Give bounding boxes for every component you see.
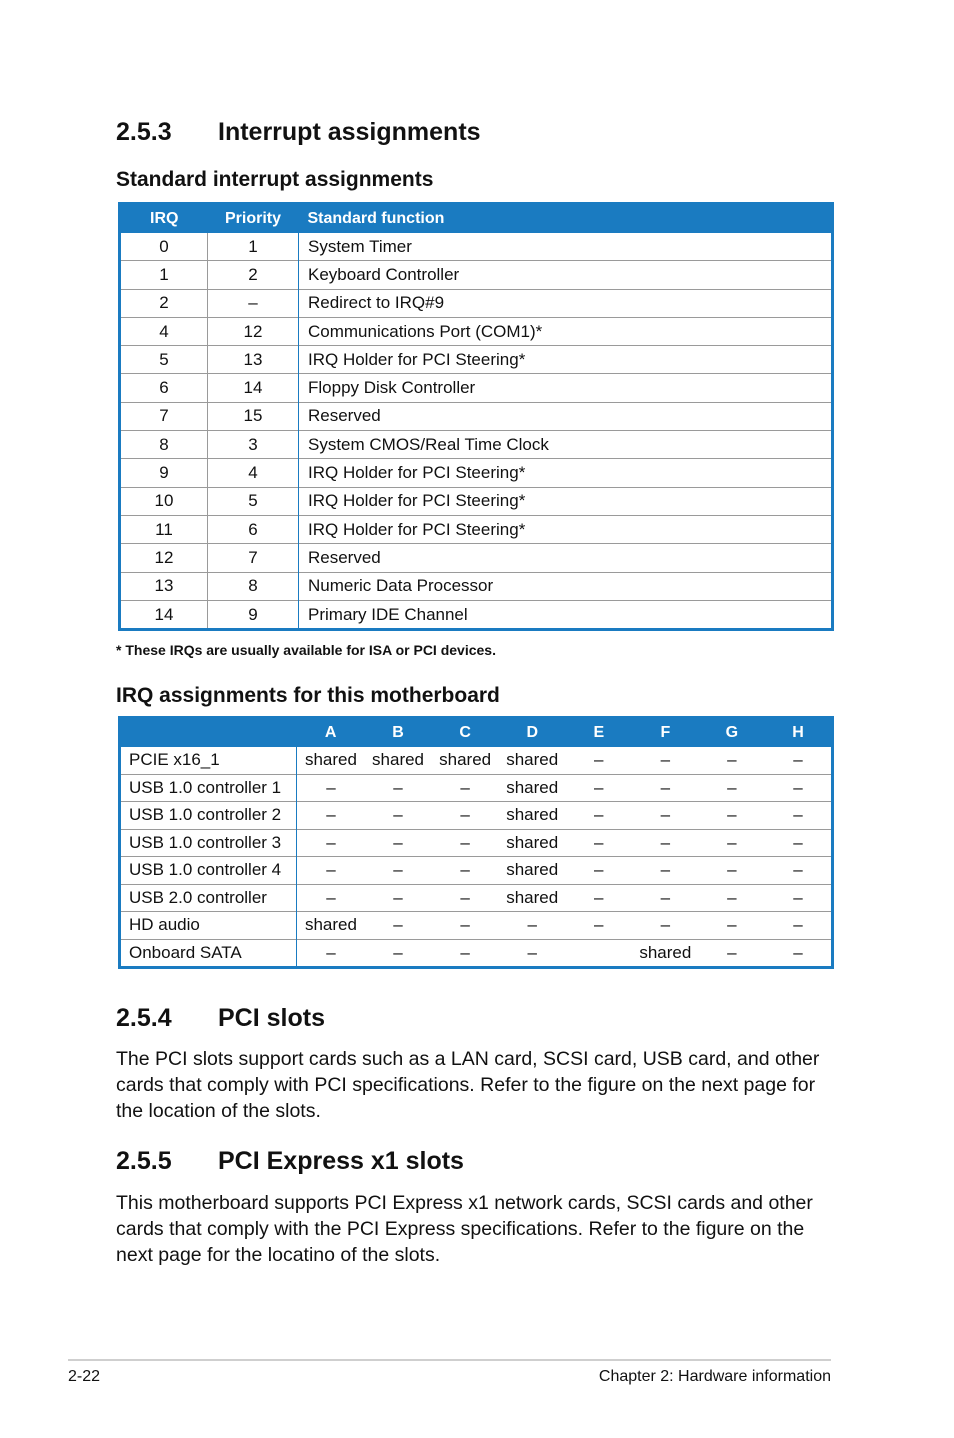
irq-cell: 0 bbox=[120, 233, 208, 261]
assignment-cell: – bbox=[432, 829, 499, 857]
device-cell: USB 1.0 controller 2 bbox=[120, 802, 297, 830]
function-cell: Communications Port (COM1)* bbox=[299, 317, 833, 345]
assignment-cell: shared bbox=[499, 802, 566, 830]
priority-cell: 9 bbox=[208, 600, 299, 629]
table-row bbox=[120, 802, 833, 830]
assignment-cell: – bbox=[432, 774, 499, 802]
priority-cell: 6 bbox=[208, 515, 299, 543]
assignment-cell: – bbox=[632, 912, 699, 940]
table-row bbox=[120, 544, 833, 572]
assignment-cell: – bbox=[566, 912, 632, 940]
priority-cell: 14 bbox=[208, 374, 299, 402]
function-cell: Floppy Disk Controller bbox=[299, 374, 833, 402]
assignment-cell: – bbox=[432, 939, 499, 968]
assignment-cell: – bbox=[632, 829, 699, 857]
assignment-cell: – bbox=[632, 884, 699, 912]
assignment-cell: – bbox=[364, 857, 431, 885]
priority-cell: 13 bbox=[208, 346, 299, 374]
irq-cell: 11 bbox=[120, 515, 208, 543]
table-row bbox=[120, 317, 833, 345]
assignment-cell: – bbox=[699, 802, 765, 830]
header-int-1: A bbox=[297, 718, 365, 748]
priority-cell: 5 bbox=[208, 487, 299, 515]
function-cell: IRQ Holder for PCI Steering* bbox=[299, 459, 833, 487]
irq-cell: 7 bbox=[120, 402, 208, 430]
assignment-cell: – bbox=[499, 939, 566, 968]
table-row bbox=[120, 431, 833, 459]
assignment-cell: – bbox=[793, 750, 803, 770]
assignment-cell: – bbox=[432, 912, 499, 940]
assignment-cell: shared bbox=[499, 829, 566, 857]
header-int-4: D bbox=[499, 718, 566, 748]
assignment-cell: – bbox=[364, 912, 431, 940]
assignment-cell: – bbox=[699, 884, 765, 912]
assignment-cell: – bbox=[364, 802, 431, 830]
table-row bbox=[120, 747, 833, 774]
function-cell: IRQ Holder for PCI Steering* bbox=[299, 487, 833, 515]
assignment-cell: – bbox=[765, 802, 833, 830]
assignment-cell: shared bbox=[297, 912, 365, 940]
table-row bbox=[120, 515, 833, 543]
table-row bbox=[120, 459, 833, 487]
assignment-cell: – bbox=[432, 802, 499, 830]
table-header-row bbox=[120, 204, 833, 234]
table-row bbox=[120, 374, 833, 402]
function-cell: Numeric Data Processor bbox=[299, 572, 833, 600]
priority-cell: 12 bbox=[208, 317, 299, 345]
header-priority: Priority bbox=[208, 204, 299, 234]
assignment-cell: – bbox=[660, 750, 671, 770]
table-row bbox=[120, 402, 833, 430]
section-number: 2.5.5 bbox=[116, 1147, 172, 1175]
assignment-cell: shared bbox=[372, 750, 425, 770]
priority-cell: 3 bbox=[208, 431, 299, 459]
assignment-cell: – bbox=[566, 802, 632, 830]
assignment-cell: – bbox=[566, 884, 632, 912]
assignment-cell: shared bbox=[439, 750, 492, 770]
function-cell: Redirect to IRQ#9 bbox=[299, 289, 833, 317]
device-cell: USB 1.0 controller 1 bbox=[120, 774, 297, 802]
pcie-slots-paragraph: This motherboard supports PCI Express x1 network cards, SCSI cards and other cards that comply with the PCI Express specifications. Refer to the figure on the next page for the locatino of the slots. bbox=[116, 1192, 813, 1266]
priority-cell: 4 bbox=[208, 459, 299, 487]
motherboard-irq-heading: IRQ assignments for this motherboard bbox=[116, 684, 500, 707]
assignment-cell: – bbox=[432, 857, 499, 885]
assignment-cell: – bbox=[765, 857, 833, 885]
assignment-cell: – bbox=[297, 939, 365, 968]
irq-cell: 10 bbox=[120, 487, 208, 515]
assignment-cell: – bbox=[364, 939, 431, 968]
priority-cell: 7 bbox=[208, 544, 299, 572]
section-number: 2.5.4 bbox=[116, 1004, 172, 1032]
assignment-cell: – bbox=[499, 912, 566, 940]
irq-cell: 6 bbox=[120, 374, 208, 402]
table-row bbox=[120, 233, 833, 261]
irq-cell: 8 bbox=[120, 431, 208, 459]
priority-cell: – bbox=[208, 289, 299, 317]
chapter-label: Chapter 2: Hardware information bbox=[598, 1368, 831, 1385]
table-row bbox=[120, 572, 833, 600]
section-heading-2-5-4 bbox=[116, 1004, 325, 1033]
section-heading-2-5-3 bbox=[116, 118, 481, 147]
section-number: 2.5.3 bbox=[116, 118, 172, 146]
footer-divider bbox=[68, 1359, 831, 1361]
irq-cell: 1 bbox=[120, 261, 208, 289]
priority-cell: 1 bbox=[208, 233, 299, 261]
assignment-cell: – bbox=[297, 857, 365, 885]
section-title: PCI slots bbox=[218, 1004, 325, 1032]
header-standard-function: Standard function bbox=[299, 204, 833, 234]
section-heading-2-5-5 bbox=[116, 1147, 464, 1176]
assignment-cell bbox=[566, 939, 632, 968]
function-cell: Keyboard Controller bbox=[299, 261, 833, 289]
function-cell: System Timer bbox=[308, 236, 412, 256]
function-cell: IRQ Holder for PCI Steering* bbox=[299, 515, 833, 543]
table-row bbox=[120, 774, 833, 802]
irq-cell: 12 bbox=[120, 544, 208, 572]
assignment-cell: shared bbox=[499, 857, 566, 885]
header-int-3: C bbox=[432, 718, 499, 748]
table-row bbox=[120, 600, 833, 629]
assignment-cell: – bbox=[297, 774, 365, 802]
assignment-cell: shared bbox=[506, 750, 559, 770]
function-cell: Reserved bbox=[299, 544, 833, 572]
device-cell: USB 1.0 controller 4 bbox=[120, 857, 297, 885]
table-row bbox=[120, 346, 833, 374]
assignment-cell: – bbox=[432, 884, 499, 912]
irq-cell: 13 bbox=[120, 572, 208, 600]
assignment-cell: – bbox=[699, 829, 765, 857]
assignment-cell: shared bbox=[499, 884, 566, 912]
assignment-cell: – bbox=[364, 774, 431, 802]
section-title: PCI Express x1 slots bbox=[218, 1147, 464, 1175]
page-number: 2-22 bbox=[68, 1368, 101, 1385]
function-cell: Primary IDE Channel bbox=[299, 600, 833, 629]
assignment-cell: – bbox=[632, 802, 699, 830]
assignment-cell: – bbox=[727, 750, 737, 770]
assignment-cell: – bbox=[364, 884, 431, 912]
assignment-cell: – bbox=[765, 884, 833, 912]
assignment-cell: – bbox=[699, 857, 765, 885]
irq-cell: 9 bbox=[120, 459, 208, 487]
standard-interrupt-rows bbox=[120, 233, 833, 630]
device-cell: PCIE x16_1 bbox=[120, 747, 297, 774]
table-row bbox=[120, 487, 833, 515]
assignment-cell: – bbox=[699, 912, 765, 940]
priority-cell: 8 bbox=[208, 572, 299, 600]
header-int-2: B bbox=[364, 718, 431, 748]
header-int-5: E bbox=[566, 718, 632, 748]
assignment-cell: shared bbox=[304, 750, 357, 770]
assignment-cell: – bbox=[297, 884, 365, 912]
table-row bbox=[120, 289, 833, 317]
device-cell: HD audio bbox=[120, 912, 297, 940]
assignment-cell: – bbox=[765, 829, 833, 857]
assignment-cell: shared bbox=[632, 939, 699, 968]
priority-cell: 2 bbox=[208, 261, 299, 289]
irq-cell: 2 bbox=[120, 289, 208, 317]
assignment-cell: – bbox=[699, 939, 765, 968]
assignment-cell: – bbox=[594, 750, 604, 770]
motherboard-irq-rows bbox=[120, 747, 833, 968]
device-cell: USB 2.0 controller bbox=[120, 884, 297, 912]
pci-slots-paragraph: The PCI slots support cards such as a LAN card, SCSI card, USB card, and other cards that comply with PCI specifications. Refer to the figure on the next page for the location of the slots. bbox=[116, 1048, 820, 1122]
table-header-row bbox=[120, 718, 833, 748]
table-row bbox=[120, 939, 833, 968]
irq-cell: 14 bbox=[120, 600, 208, 629]
assignment-cell: – bbox=[765, 939, 833, 968]
header-irq: IRQ bbox=[120, 204, 208, 234]
assignment-cell: – bbox=[765, 912, 833, 940]
assignment-cell: shared bbox=[499, 774, 566, 802]
irq-cell: 5 bbox=[120, 346, 208, 374]
table-row bbox=[120, 857, 833, 885]
function-cell: IRQ Holder for PCI Steering* bbox=[299, 346, 833, 374]
assignment-cell: – bbox=[632, 857, 699, 885]
assignment-cell: – bbox=[566, 774, 632, 802]
assignment-cell: – bbox=[297, 829, 365, 857]
table-row bbox=[120, 884, 833, 912]
assignment-cell: – bbox=[765, 774, 833, 802]
table-row bbox=[120, 261, 833, 289]
header-int-7: G bbox=[699, 718, 765, 748]
standard-interrupt-table bbox=[118, 202, 834, 631]
header-device bbox=[120, 718, 297, 748]
standard-interrupt-heading: Standard interrupt assignments bbox=[116, 168, 434, 191]
section-title: Interrupt assignments bbox=[218, 118, 481, 146]
irq-footnote: * These IRQs are usually available for ISA or PCI devices. bbox=[116, 642, 496, 658]
assignment-cell: – bbox=[566, 829, 632, 857]
table-row bbox=[120, 829, 833, 857]
device-cell: Onboard SATA bbox=[120, 939, 297, 968]
assignment-cell: – bbox=[297, 802, 365, 830]
table-row bbox=[120, 912, 833, 940]
header-int-8: H bbox=[765, 718, 833, 748]
irq-cell: 4 bbox=[120, 317, 208, 345]
assignment-cell: – bbox=[699, 774, 765, 802]
assignment-cell: – bbox=[566, 857, 632, 885]
assignment-cell: – bbox=[632, 774, 699, 802]
priority-cell: 15 bbox=[208, 402, 299, 430]
function-cell: System CMOS/Real Time Clock bbox=[299, 431, 833, 459]
header-int-6: F bbox=[632, 718, 699, 748]
device-cell: USB 1.0 controller 3 bbox=[120, 829, 297, 857]
motherboard-irq-table bbox=[118, 716, 834, 969]
function-cell: Reserved bbox=[299, 402, 833, 430]
assignment-cell: – bbox=[364, 829, 431, 857]
